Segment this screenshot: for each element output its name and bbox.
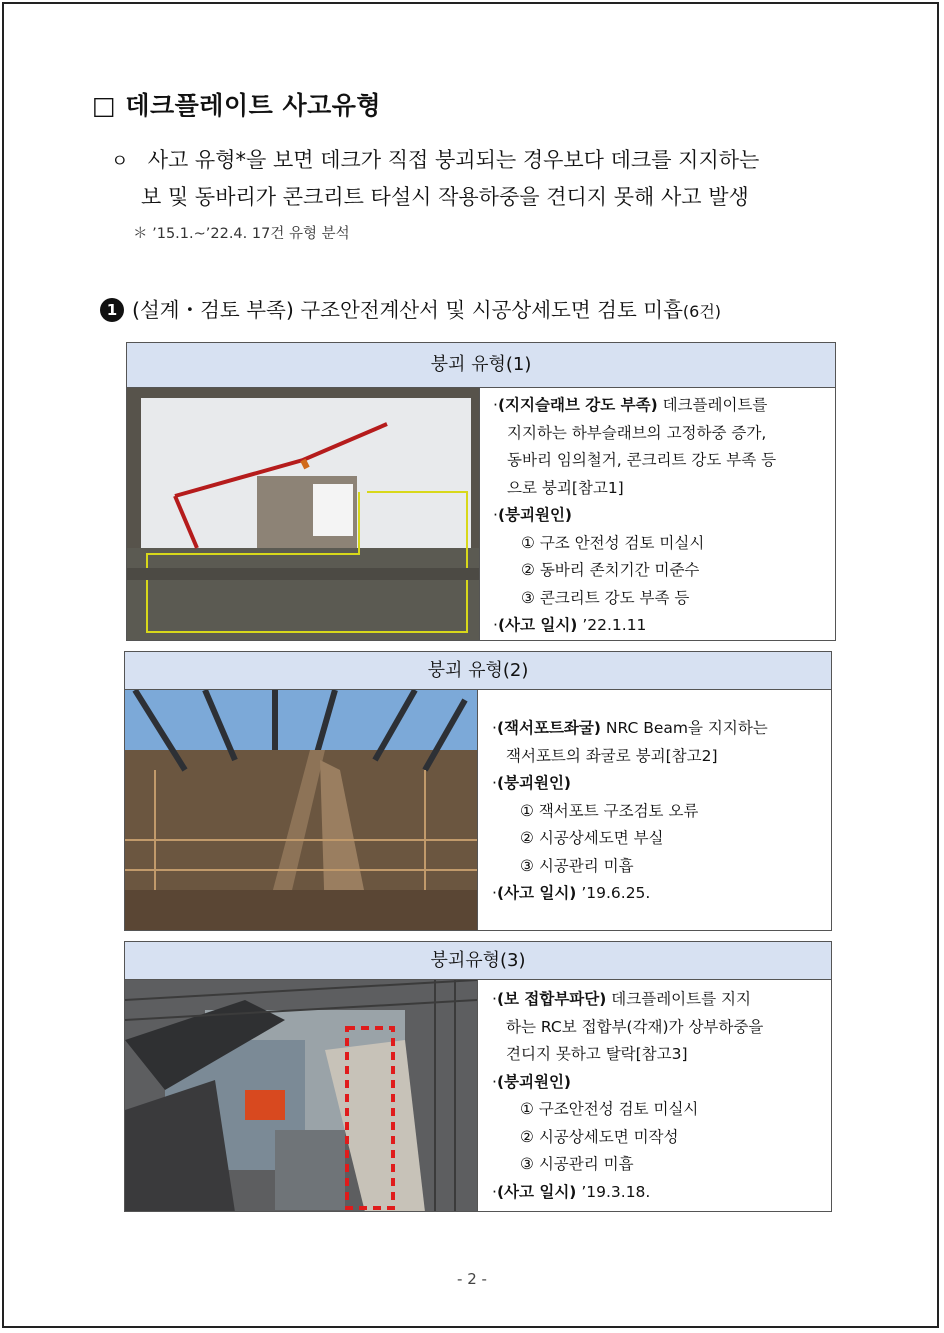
case-header-1: 붕괴 유형(1) (127, 343, 835, 388)
intro-text-2: 보 및 동바리가 콘크리트 타설시 작용하중을 견디지 못해 사고 발생 (141, 185, 749, 209)
beam-collapse-image (125, 980, 477, 1211)
case-3-line-4: ·(붕괴원인) (492, 1072, 571, 1091)
case-2-line-3: ·(붕괴원인) (492, 774, 571, 792)
case-1-line-7: ② 동바리 존치기간 미준수 (521, 561, 700, 579)
case-text-2 (492, 715, 768, 908)
case-1-line-6: ① 구조 안전성 검토 미실시 (521, 533, 705, 552)
case-1-line-4: 으로 붕괴[참고1] (507, 478, 624, 497)
case-3-line-1: ·(보 접합부파단) 데크플레이트를 지지 (492, 990, 751, 1008)
number-badge: 1 (100, 298, 124, 322)
case-2-line-6: ③ 시공관리 미흡 (520, 856, 634, 875)
collapse-photo-2 (125, 690, 477, 930)
case-1-line-8: ③ 콘크리트 강도 부족 등 (521, 588, 690, 607)
case-1-line-1: ·(지지슬래브 강도 부족) 데크플레이트를 (493, 396, 768, 414)
intro-line-1 (111, 144, 759, 174)
aerial-collapse-image (127, 388, 479, 640)
case-3-line-6: ② 시공상세도면 미작성 (520, 1127, 679, 1146)
case-3-line-8: ·(사고 일시) ’19.3.18. (492, 1182, 651, 1201)
subsection-category: (설계・검토 부족) (132, 298, 294, 322)
collapse-photo-1 (127, 388, 479, 640)
intro-line-2 (141, 181, 749, 211)
case-2-line-4: ① 잭서포트 구조검토 오류 (520, 801, 699, 820)
case-header-2: 붕괴 유형(2) (125, 652, 831, 690)
subsection-text: 구조안전계산서 및 시공상세도면 검토 미흡 (293, 298, 683, 322)
case-1-line-5: ·(붕괴원인) (493, 506, 572, 524)
subsection-count: (6건) (682, 302, 722, 321)
intro-note: ＊ ’15.1.~’22.4. 17건 유형 분석 (133, 226, 350, 242)
case-box-1 (126, 342, 836, 641)
case-1-line-3: 동바리 임의철거, 콘크리트 강도 부족 등 (507, 451, 777, 469)
intro-text-1: 사고 유형*을 보면 데크가 직접 붕괴되는 경우보다 데크를 지지하는 (147, 148, 760, 172)
checkbox-glyph: □ (92, 91, 117, 120)
case-text-3 (492, 986, 763, 1206)
case-box-3 (124, 941, 832, 1212)
section-title-text: 데크플레이트 사고유형 (125, 91, 382, 120)
case-3-line-7: ③ 시공관리 미흡 (520, 1155, 634, 1173)
case-3-line-5: ① 구조안전성 검토 미실시 (520, 1100, 699, 1118)
case-3-line-2: 하는 RC보 접합부(각재)가 상부하중을 (506, 1017, 764, 1036)
case-divider-1 (479, 388, 480, 640)
circle-bullet: ㅇ (111, 151, 129, 172)
case-2-line-1: ·(잭서포트좌굴) NRC Beam을 지지하는 (492, 719, 768, 737)
case-2-line-2: 잭서포트의 좌굴로 붕괴[참고2] (506, 746, 718, 765)
subsection-title (100, 293, 721, 323)
case-1-line-2: 지지하는 하부슬래브의 고정하중 증가, (507, 423, 767, 442)
steel-collapse-image (125, 690, 477, 930)
case-box-2 (124, 651, 832, 931)
case-divider-2 (477, 690, 478, 930)
case-2-line-7: ·(사고 일시) ’19.6.25. (492, 884, 651, 902)
collapse-photo-3 (125, 980, 477, 1211)
case-2-line-5: ② 시공상세도면 부실 (520, 829, 664, 847)
page-number: - 2 - (457, 1270, 487, 1288)
case-1-line-9: ·(사고 일시) ’22.1.11 (493, 616, 647, 634)
section-title (92, 86, 381, 122)
case-3-line-3: 견디지 못하고 탈락[참고3] (506, 1045, 688, 1063)
case-divider-3 (477, 980, 478, 1211)
case-text-1 (493, 392, 776, 640)
case-header-3: 붕괴유형(3) (125, 942, 831, 980)
